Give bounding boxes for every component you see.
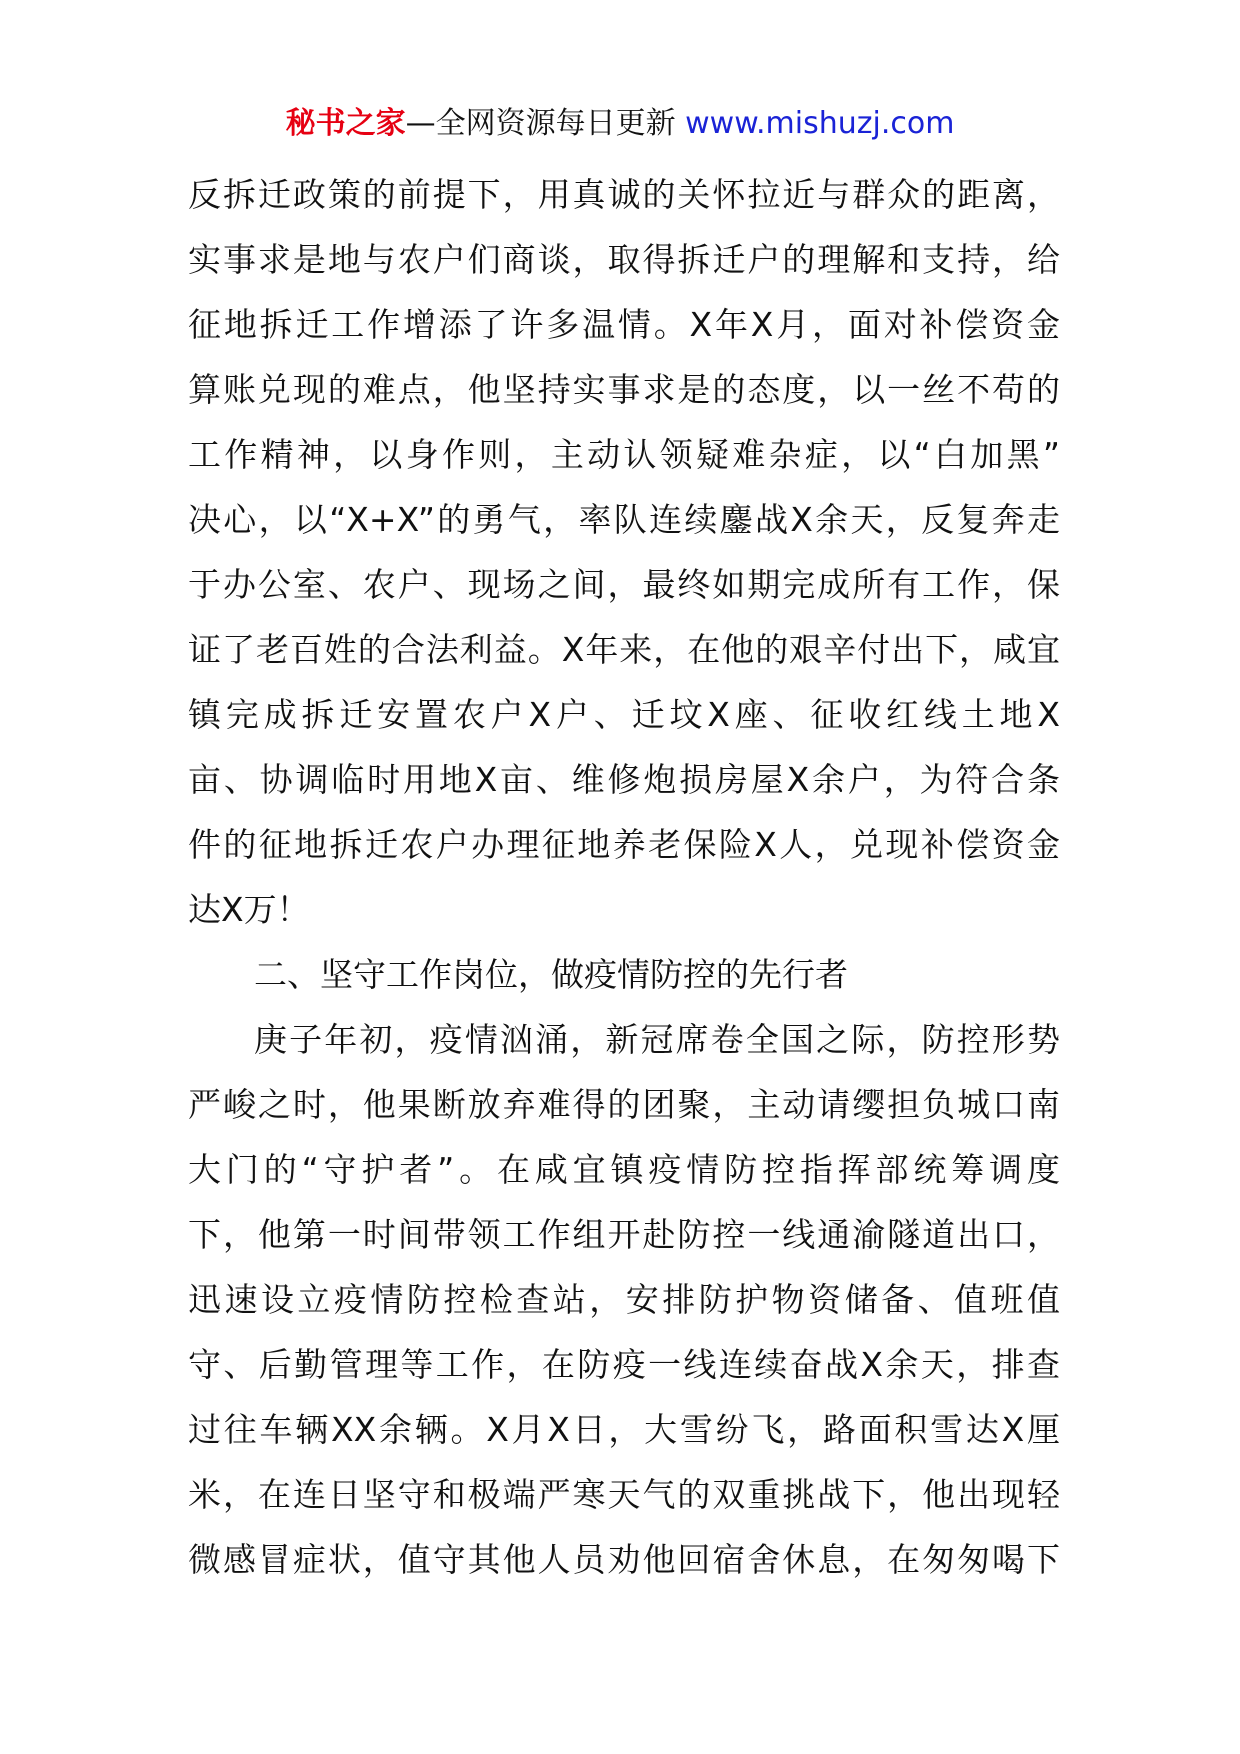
paragraph-line: 件的征地拆迁农户办理征地养老保险X人，兑现补偿资金 [188,825,1060,864]
paragraph-line: 过往车辆XX余辆。X月X日，大雪纷飞，路面积雪达X厘 [188,1410,1060,1449]
section-heading: 二、坚守工作岗位，做疫情防控的先行者 [254,955,848,994]
brand-name: 秘书之家 [285,106,406,141]
paragraph-line: 守、后勤管理等工作，在防疫一线连续奋战X余天，排查 [188,1345,1060,1384]
article-body [188,162,1060,1592]
paragraph-line: 庚子年初，疫情汹涌，新冠席卷全国之际，防控形势 [254,1020,1060,1059]
paragraph-line: 实事求是地与农户们商谈，取得拆迁户的理解和支持，给 [188,240,1060,279]
paragraph-line: 大门的“守护者”。在咸宜镇疫情防控指挥部统筹调度 [188,1150,1060,1189]
paragraph-line: 证了老百姓的合法利益。X年来，在他的艰辛付出下，咸宜 [188,630,1060,669]
header-tagline: —全网资源每日更新 [405,106,676,141]
paragraph-line: 下，他第一时间带领工作组开赴防控一线通渝隧道出口， [188,1215,1060,1254]
paragraph-line: 算账兑现的难点，他坚持实事求是的态度，以一丝不苟的 [188,370,1060,409]
paragraph-line: 征地拆迁工作增添了许多温情。X年X月，面对补偿资金 [188,305,1060,344]
paragraph-line: 镇完成拆迁安置农户X户、迁坟X座、征收红线土地X [188,695,1060,734]
paragraph-line: 于办公室、农户、现场之间，最终如期完成所有工作，保 [188,565,1060,604]
paragraph-line: 反拆迁政策的前提下，用真诚的关怀拉近与群众的距离， [188,175,1060,214]
paragraph-line: 工作精神，以身作则，主动认领疑难杂症，以“白加黑” [188,435,1060,474]
site-header [0,104,1240,144]
site-url-link[interactable]: www.mishuzj.com [685,106,955,141]
paragraph-line: 严峻之时，他果断放弃难得的团聚，主动请缨担负城口南 [188,1085,1060,1124]
paragraph-line: 亩、协调临时用地X亩、维修炮损房屋X余户，为符合条 [188,760,1060,799]
paragraph-line: 决心，以“X+X”的勇气，率队连续鏖战X余天，反复奔走 [188,500,1060,539]
paragraph-line: 达X万！ [188,890,310,929]
paragraph-line: 米，在连日坚守和极端严寒天气的双重挑战下，他出现轻 [188,1475,1060,1514]
paragraph-line: 迅速设立疫情防控检查站，安排防护物资储备、值班值 [188,1280,1060,1319]
paragraph-line: 微感冒症状，值守其他人员劝他回宿舍休息，在匆匆喝下 [188,1540,1060,1579]
